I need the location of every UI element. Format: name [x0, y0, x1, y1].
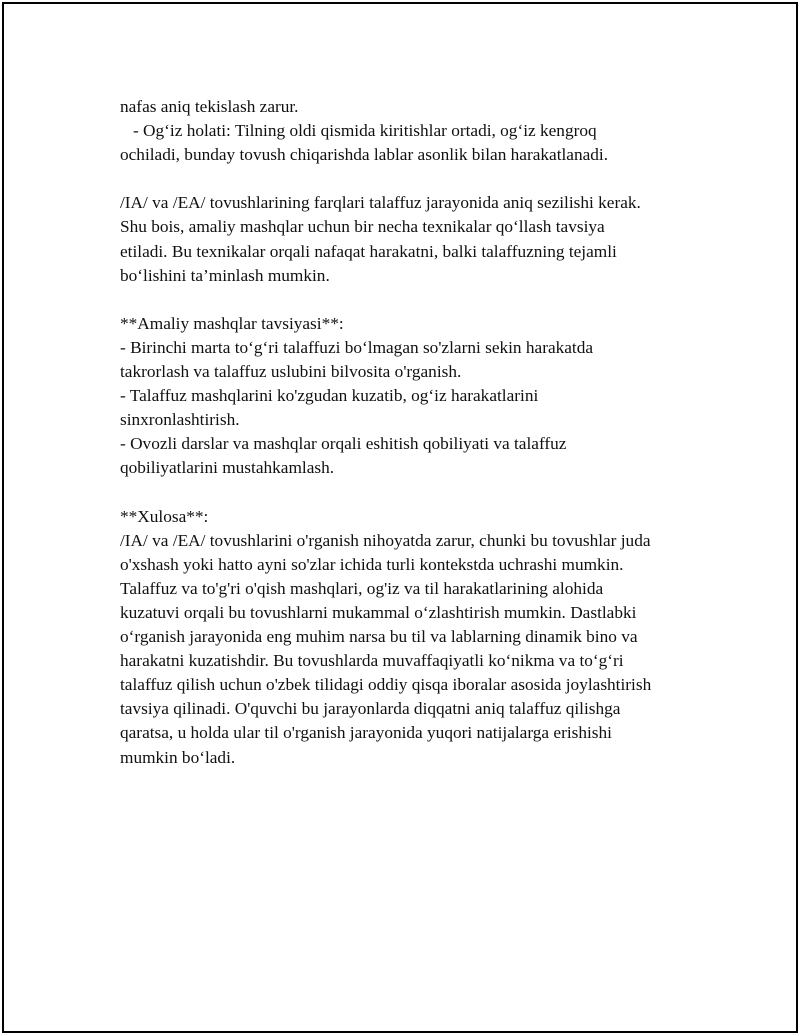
blank-line [120, 481, 710, 505]
text-line: kuzatuvi orqali bu tovushlarni mukammal o‘zlashtirish mumkin. Dastlabki [120, 602, 637, 622]
text-line: o‘rganish jarayonida eng muhim narsa bu til va lablarning dinamik bino va [120, 627, 638, 647]
text-line: nafas aniq tekislash zarur. [120, 97, 299, 116]
text-line: - Og‘iz holati: Tilning oldi qismida kiritishlar ortadi, og‘iz kengroq [120, 121, 597, 141]
blank-line [120, 167, 710, 191]
list-item-continuation: qobiliyatlarini mustahkamlash. [120, 458, 335, 478]
text-line: Talaffuz va to'g'ri o'qish mashqlari, og'iz va til harakatlarining alohida [120, 578, 604, 598]
text-line: tavsiya qilinadi. O'quvchi bu jarayonlarda diqqatni aniq talaffuz qilishga [120, 699, 621, 719]
text-line: harakatni kuzatishdir. Bu tovushlarda muvaffaqiyatli ko‘nikma va to‘g‘ri [120, 651, 624, 671]
text-line: ochiladi, bunday tovush chiqarishda lablar asonlik bilan harakatlanadi. [120, 145, 609, 165]
list-item: - Birinchi marta to‘g‘ri talaffuzi bo‘lmagan so'zlarni sekin harakatda [120, 337, 594, 357]
text-line: mumkin bo‘ladi. [120, 747, 236, 767]
text-line: qaratsa, u holda ular til o'rganish jarayonida yuqori natijalarga erishishi [120, 723, 612, 743]
list-item-continuation: takrorlash va talaffuz uslubini bilvosita o'rganish. [120, 362, 462, 382]
text-line: Shu bois, amaliy mashqlar uchun bir necha texnikalar qo‘llash tavsiya [120, 217, 605, 237]
blank-line [120, 288, 710, 312]
text-line: etiladi. Bu texnikalar orqali nafaqat harakatni, balki talaffuzning tejamli [120, 241, 617, 261]
list-item: - Talaffuz mashqlarini ko'zgudan kuzatib, og‘iz harakatlarini [120, 386, 539, 406]
text-line: bo‘lishini ta’minlash mumkin. [120, 265, 330, 285]
list-item-continuation: sinxronlashtirish. [120, 410, 240, 430]
section-heading-amaliy: **Amaliy mashqlar tavsiyasi**: [120, 313, 344, 333]
document-body [120, 95, 710, 770]
text-line: o'xshash yoki hatto ayni so'zlar ichida turli kontekstda uchrashi mumkin. [120, 554, 624, 574]
text-line: /IA/ va /EA/ tovushlarini o'rganish nihoyatda zarur, chunki bu tovushlar juda [120, 530, 651, 550]
section-heading-xulosa: **Xulosa**: [120, 506, 209, 526]
list-item: - Ovozli darslar va mashqlar orqali eshitish qobiliyati va talaffuz [120, 434, 567, 454]
text-line: /IA/ va /EA/ tovushlarining farqlari talaffuz jarayonida aniq sezilishi kerak. [120, 193, 641, 213]
text-line: talaffuz qilish uchun o'zbek tilidagi oddiy qisqa iboralar asosida joylashtirish [120, 675, 652, 695]
document-page [2, 2, 798, 1033]
